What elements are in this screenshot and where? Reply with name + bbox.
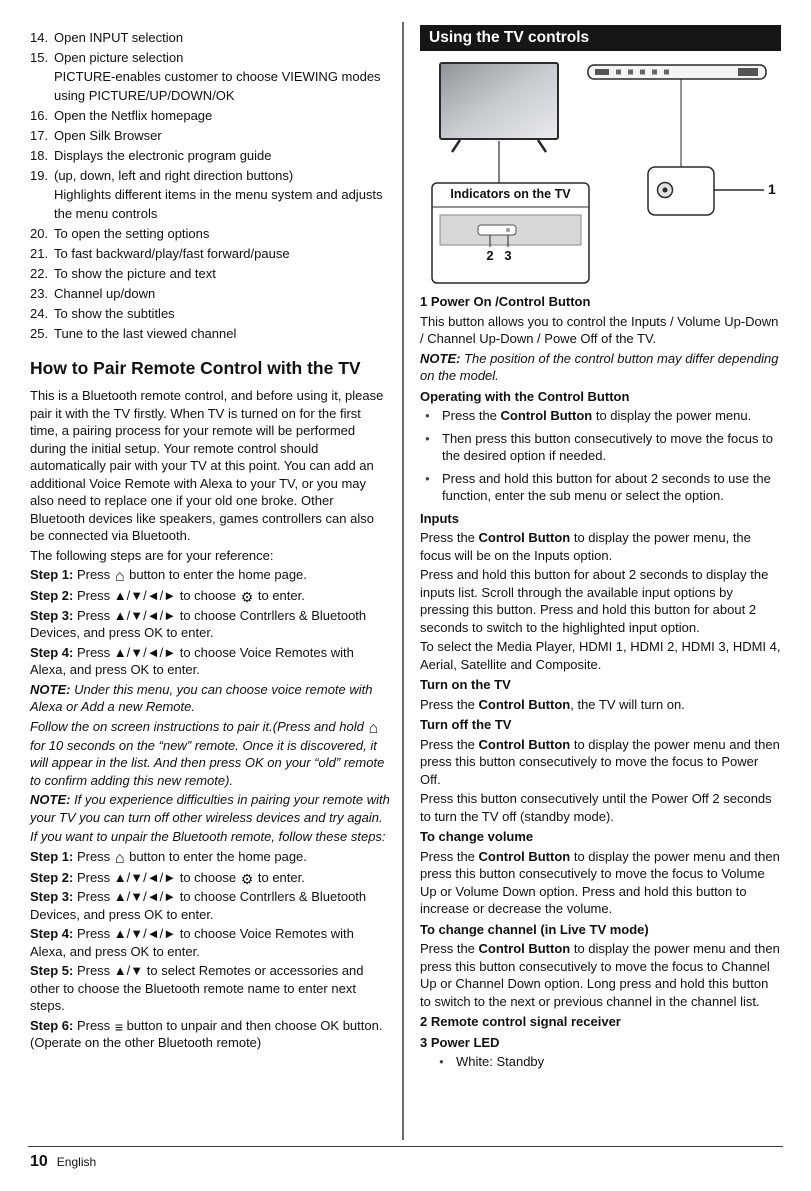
item-text: To fast backward/play/fast forward/pause <box>54 246 290 261</box>
footer <box>30 1153 96 1171</box>
bullet-icon: ● <box>439 1057 444 1066</box>
indicators-label: Indicators on the TV <box>450 187 571 201</box>
inputs-p3: To select the Media Player, HDMI 1, HDMI 2, HDMI 3, HDMI 4, Aerial, Satellite and Composite. <box>420 639 781 672</box>
item-body <box>54 166 392 223</box>
item-body <box>54 28 392 47</box>
pair-heading: How to Pair Remote Control with the TV <box>30 358 361 378</box>
operating-heading: Operating with the Control Button <box>420 388 630 404</box>
numbered-list <box>30 28 392 343</box>
item-text: Displays the electronic program guide <box>54 148 272 163</box>
inputs-p2: Press and hold this button for about 2 seconds to display the inputs list. Scroll through the available input options by pressing this button. Press and hold this button for about 2 seconds to switch to the highlighted input option. <box>420 567 769 635</box>
change-channel-heading: To change channel (in Live TV mode) <box>420 921 649 937</box>
footer-rule <box>28 1146 783 1147</box>
numbered-item <box>30 324 392 343</box>
note-difficulties: NOTE: If you experience difficulties in pairing your remote with your TV you can turn off other wireless devices and try again. <box>30 792 390 825</box>
change-volume-heading: To change volume <box>420 829 534 844</box>
right-column <box>420 25 781 1076</box>
item-number: 22. <box>30 266 49 281</box>
item-body <box>54 224 392 243</box>
item-body <box>54 146 392 165</box>
tv-controls-illustration <box>420 59 781 287</box>
callout-3-label: 3 <box>504 248 512 263</box>
item-number: 24. <box>30 306 49 321</box>
item-number: 16. <box>30 108 49 123</box>
home-icon: ⌂ <box>114 568 125 585</box>
column-divider <box>402 22 404 1140</box>
unpair-step-4: Step 4: Press ▲/▼/◄/► to choose Voice Remotes with Alexa, and press OK to enter. <box>30 926 354 959</box>
turn-on-p: Press the Control Button, the TV will turn on. <box>420 696 685 712</box>
change-channel-p: Press the Control Button to display the power menu and then press this button consecutively to move the focus to Channel Up or Channel Down option. Long press and hold this button to switch to the next or previous channel in the channel list. <box>420 941 780 1009</box>
page-number: 10 <box>30 1153 48 1170</box>
numbered-item <box>30 224 392 243</box>
power-control-desc: This button allows you to control the Inputs / Volume Up-Down / Channel Up-Down / Powe Off of the TV. <box>420 313 779 346</box>
item-number: 23. <box>30 286 49 301</box>
bullet-icon: ● <box>425 473 430 483</box>
item-text: Open INPUT selection <box>54 30 184 45</box>
item-number: 17. <box>30 128 49 143</box>
callout-2-label: 2 <box>486 248 494 263</box>
power-control-heading: 1 Power On /Control Button <box>420 294 591 309</box>
item-text: To show the picture and text <box>54 266 216 281</box>
step-3: Step 3: Press ▲/▼/◄/► to choose Contrllers & Bluetooth Devices, and press OK to enter. <box>30 607 367 640</box>
item-text: Tune to the last viewed channel <box>54 326 237 341</box>
bullet-item <box>434 1053 781 1071</box>
bullet-text: Then press this button consecutively to move the focus to the desired option if needed. <box>442 430 773 463</box>
note-voice-remote: NOTE: Under this menu, you can choose voice remote with Alexa or Add a new Remote. <box>30 681 373 714</box>
step-1: Step 1: Press ⌂ button to enter the home page. <box>30 567 307 585</box>
home-icon: ⌂ <box>368 719 379 737</box>
numbered-item <box>30 106 392 125</box>
footer-language: English <box>56 1155 97 1169</box>
item-number: 21. <box>30 246 49 261</box>
turn-off-p2: Press this button consecutively until the Power Off 2 seconds to turn the TV off (standby mode). <box>420 791 772 824</box>
numbered-item <box>30 304 392 323</box>
item-body <box>54 324 392 343</box>
numbered-item <box>30 264 392 283</box>
bullet-icon: ● <box>425 433 430 443</box>
unpair-step-2: Step 2: Press ▲/▼/◄/► to choose ⚙ to enter. <box>30 869 305 887</box>
item-body <box>54 106 392 125</box>
unpair-step-6: Step 6: Press ≡ button to unpair and then choose OK button. (Operate on the other Bluetooth remote) <box>30 1017 383 1050</box>
inputs-heading: Inputs <box>420 510 459 526</box>
numbered-item <box>30 166 392 223</box>
bullet-text: Press the Control Button to display the power menu. <box>442 408 752 423</box>
power-led-heading: 3 Power LED <box>420 1034 500 1050</box>
step-2: Step 2: Press ▲/▼/◄/► to choose ⚙ to enter. <box>30 588 305 605</box>
bullet-item <box>420 430 781 465</box>
item-body <box>54 284 392 303</box>
item-body <box>54 126 392 145</box>
section-header-bar <box>420 25 781 51</box>
control-button-detail <box>648 167 764 215</box>
unpair-step-3: Step 3: Press ▲/▼/◄/► to choose Contrllers & Bluetooth Devices, and press OK to enter. <box>30 889 367 922</box>
item-number: 15. <box>30 50 49 65</box>
unpair-intro: If you want to unpair the Bluetooth remote, follow these steps: <box>30 829 386 844</box>
step-4: Step 4: Press ▲/▼/◄/► to choose Voice Remotes with Alexa, and press OK to enter. <box>30 644 354 677</box>
item-text: To show the subtitles <box>54 306 175 321</box>
item-body <box>54 264 392 283</box>
bullet-item <box>420 470 781 505</box>
item-number: 25. <box>30 326 49 341</box>
turn-off-p1: Press the Control Button to display the power menu and then press this button consecutively to move the focus to Power Off. <box>420 736 780 787</box>
item-text: Open picture selection <box>54 50 184 65</box>
unpair-step-5: Step 5: Press ▲/▼ to select Remotes or accessories and other to choose the Bluetooth remote name to enter next steps. <box>30 963 364 1013</box>
item-number: 14. <box>30 30 49 45</box>
tv-bottom-view-illustration <box>588 65 766 167</box>
item-text: Channel up/down <box>54 286 156 301</box>
item-text: To open the setting options <box>54 226 210 241</box>
bullet-icon: ● <box>425 411 430 420</box>
item-body <box>54 48 392 105</box>
tv-illustration-graphics <box>420 59 781 287</box>
numbered-item <box>30 284 392 303</box>
tv-front-illustration <box>440 63 558 183</box>
gear-icon: ⚙ <box>240 870 254 887</box>
turn-on-heading: Turn on the TV <box>420 677 511 692</box>
change-volume-p: Press the Control Button to display the power menu and then press this button consecutively to move the focus to Volume Up or Volume Down option. Press and hold this button to increase or decrease the volume. <box>420 848 780 916</box>
item-body <box>54 304 392 323</box>
item-number: 20. <box>30 226 49 241</box>
home-icon: ⌂ <box>114 849 125 867</box>
numbered-item <box>30 48 392 105</box>
numbered-item <box>30 126 392 145</box>
item-body <box>54 244 392 263</box>
numbered-item <box>30 146 392 165</box>
item-number: 18. <box>30 148 49 163</box>
bullet-item <box>420 407 781 425</box>
item-text: Open Silk Browser <box>54 128 162 143</box>
left-column <box>30 28 392 1054</box>
item-subtext: PICTURE-enables customer to choose VIEWING modes using PICTURE/UP/DOWN/OK <box>54 69 381 103</box>
unpair-step-1: Step 1: Press ⌂ button to enter the home page. <box>30 848 307 867</box>
turn-off-heading: Turn off the TV <box>420 717 512 732</box>
follow-instructions: Follow the on screen instructions to pair it.(Press and hold ⌂ for 10 seconds on the “new” remote. Once it is discovered, it will appear in the list. And then press OK on your “old” remote to confirm adding this new remote). <box>30 718 385 788</box>
reference-line: The following steps are for your reference: <box>30 547 274 563</box>
pair-intro: This is a Bluetooth remote control, and before using it, please pair it with the TV firstly. When TV is turned on for the first time, a pairing process for your remote will be performed during the initial setup. Your remote control should automatically pair with your TV at this point. You can add an additional Voice Remote with Alexa to your TV, or you may also need to replace one if your old one broke. Other Bluetooth devices like speakers, games controllers can also be connected via Bluetooth. <box>30 388 384 543</box>
item-text: (up, down, left and right direction buttons) <box>54 168 294 183</box>
inputs-p1: Press the Control Button to display the power menu, the focus will be on the Inputs option. <box>420 530 751 563</box>
menu-icon: ≡ <box>114 1018 122 1035</box>
standby-text: White: Standby <box>456 1054 545 1069</box>
numbered-item <box>30 28 392 47</box>
note-button-position: NOTE: The position of the control button may differ depending on the model. <box>420 350 779 383</box>
item-number: 19. <box>30 168 49 183</box>
signal-receiver-heading: 2 Remote control signal receiver <box>420 1014 621 1029</box>
item-subtext: Highlights different items in the menu system and adjusts the menu controls <box>54 187 383 221</box>
item-text: Open the Netflix homepage <box>54 108 213 123</box>
section-title: Using the TV controls <box>429 29 590 46</box>
numbered-item <box>30 244 392 263</box>
callout-1-label: 1 <box>768 181 776 197</box>
gear-icon: ⚙ <box>240 589 254 605</box>
bullet-text: Press and hold this button for about 2 seconds to use the function, enter the sub menu or select the option. <box>442 470 771 503</box>
